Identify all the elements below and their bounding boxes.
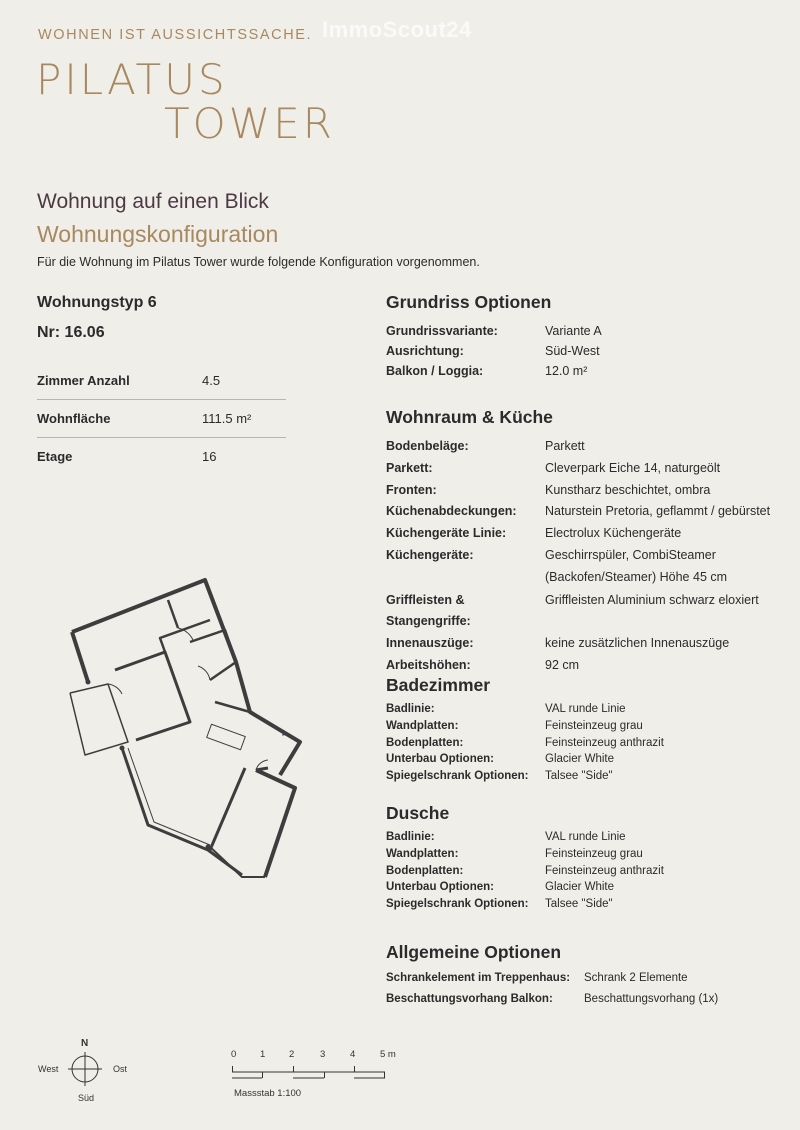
option-row: [386, 701, 786, 718]
section-title: Grundriss Optionen: [386, 292, 552, 312]
option-value: Glacier White: [545, 753, 615, 766]
option-row: [386, 735, 786, 752]
scale-bar: [226, 1046, 406, 1106]
section-title: Badezimmer: [386, 675, 491, 695]
intro-text: Für die Wohnung im Pilatus Tower wurde folgende Konfiguration vorgenommen.: [37, 255, 480, 269]
option-label: Schrankelement im Treppenhaus:: [386, 972, 571, 984]
option-value: VAL runde Linie: [545, 703, 626, 715]
option-value: Variante A: [545, 324, 602, 338]
option-value: Electrolux Küchengeräte: [545, 526, 682, 541]
option-label: Badlinie:: [386, 703, 435, 715]
fact-value: 4.5: [202, 373, 221, 388]
option-value: Schrank 2 Elemente: [584, 972, 688, 984]
option-row: [386, 846, 786, 863]
option-value: Cleverpark Eiche 14, naturgeölt: [545, 460, 721, 475]
option-row: [386, 768, 786, 785]
option-label: Küchengeräte:: [386, 547, 474, 562]
option-label: Bodenbeläge:: [386, 439, 469, 453]
option-value-line-1: Geschirrspüler, CombiSteamer: [545, 547, 716, 562]
option-label: Unterbau Optionen:: [386, 753, 494, 766]
floor-plan: [60, 570, 320, 890]
option-label: Küchengeräte Linie:: [386, 526, 507, 541]
option-row: [386, 633, 786, 655]
scale-tick-label: 2: [289, 1049, 295, 1060]
option-label: Innenauszüge:: [386, 636, 474, 651]
option-value: Feinsteinzeug grau: [545, 847, 643, 860]
fact-value: 111.5 m²: [202, 411, 252, 426]
option-value: Talsee "Side": [545, 770, 613, 783]
fact-label: Zimmer Anzahl: [37, 373, 130, 388]
option-value: Feinsteinzeug anthrazit: [545, 736, 664, 749]
option-value: Talsee "Side": [545, 898, 613, 911]
option-row: [386, 590, 786, 634]
option-label: Grundrissvariante:: [386, 324, 498, 338]
scale-tick-label: 3: [320, 1049, 326, 1060]
option-row: [386, 436, 786, 458]
option-label: Balkon / Loggia:: [386, 364, 484, 378]
option-label: Fronten:: [386, 482, 437, 497]
option-row: [386, 879, 786, 896]
option-value: VAL runde Linie: [545, 831, 626, 843]
section-badezimmer: [386, 675, 786, 785]
option-row: [386, 501, 786, 523]
option-row: [386, 361, 786, 381]
watermark: ImmoScout24: [322, 17, 472, 42]
scale-tick-label: 5 m: [380, 1049, 396, 1060]
option-row: [386, 968, 786, 989]
option-label: Ausrichtung:: [386, 344, 464, 358]
option-value: Beschattungsvorhang (1x): [584, 993, 719, 1005]
option-row: [386, 989, 786, 1010]
compass-north-label: N: [81, 1038, 89, 1049]
fact-row: [37, 400, 286, 438]
option-row: [386, 545, 786, 589]
scale-tick-label: 0: [231, 1049, 237, 1060]
option-value-line-2: (Backofen/Steamer) Höhe 45 cm: [545, 569, 728, 584]
apartment-type: Wohnungstyp 6: [37, 294, 157, 311]
option-label: Bodenplatten:: [386, 736, 464, 749]
option-row: [386, 718, 786, 735]
pilatus-tower-logo: [36, 55, 335, 148]
option-label: Küchenabdeckungen:: [386, 504, 517, 519]
logo-line-2: TOWER: [164, 99, 335, 148]
section-title: Allgemeine Optionen: [386, 942, 562, 962]
option-row: [386, 523, 786, 545]
option-value: Feinsteinzeug anthrazit: [545, 864, 664, 877]
option-label: Wandplatten:: [386, 847, 459, 860]
apartment-facts: [37, 362, 286, 475]
option-label: Unterbau Optionen:: [386, 881, 494, 894]
option-value: [545, 545, 786, 589]
section-grundriss: [386, 292, 786, 381]
apartment-number: Nr: 16.06: [37, 324, 105, 341]
section-title: Dusche: [386, 803, 450, 823]
option-label: Parkett:: [386, 460, 433, 475]
scale-tick-label: 4: [350, 1049, 356, 1060]
option-row: [386, 655, 786, 677]
logo-line-1: PILATUS: [36, 55, 228, 104]
fact-row: [37, 362, 286, 400]
option-label: Wandplatten:: [386, 719, 459, 732]
scale-label: Massstab 1:100: [234, 1088, 302, 1099]
option-label: Spiegelschrank Optionen:: [386, 770, 529, 783]
option-value: Kunstharz beschichtet, ombra: [545, 482, 711, 497]
compass-rose-icon: [68, 1052, 102, 1086]
fact-label: Wohnfläche: [37, 411, 111, 426]
compass-south-label: Süd: [78, 1093, 95, 1103]
tagline: WOHNEN IST AUSSICHTSSACHE.: [38, 27, 313, 43]
section-title: Wohnraum & Küche: [386, 407, 553, 427]
option-value: Parkett: [545, 439, 585, 453]
option-label: Spiegelschrank Optionen:: [386, 898, 529, 911]
fact-row: [37, 438, 286, 475]
section-dusche: [386, 803, 786, 913]
page-title: Wohnung auf einen Blick: [37, 190, 269, 213]
section-wohnraum: [386, 407, 786, 677]
fact-value: 16: [202, 449, 217, 464]
option-value: 12.0 m²: [545, 364, 588, 378]
option-row: [386, 458, 786, 480]
option-label: Bodenplatten:: [386, 864, 464, 877]
compass-east-label: Ost: [113, 1064, 128, 1074]
scale-tick-label: 1: [260, 1049, 266, 1060]
option-label: Badlinie:: [386, 831, 435, 843]
option-row: [386, 321, 786, 341]
option-label: Beschattungsvorhang Balkon:: [386, 993, 553, 1005]
compass: [40, 1035, 150, 1105]
fact-label: Etage: [37, 449, 73, 464]
option-value: 92 cm: [545, 657, 580, 672]
option-value: Naturstein Pretoria, geflammt / gebürstet: [545, 504, 771, 519]
section-allgemein: [386, 942, 786, 1010]
option-value: Griffleisten Aluminium schwarz eloxiert: [545, 592, 759, 607]
option-row: [386, 751, 786, 768]
option-label: Arbeitshöhen:: [386, 657, 471, 672]
compass-west-label: West: [38, 1064, 59, 1074]
option-value: Glacier White: [545, 881, 615, 894]
option-row: [386, 829, 786, 846]
option-row: [386, 896, 786, 913]
option-value: Feinsteinzeug grau: [545, 719, 643, 732]
option-value: Süd-West: [545, 344, 600, 358]
option-row: [386, 341, 786, 361]
page-subtitle: Wohnungskonfiguration: [37, 221, 279, 247]
option-value: keine zusätzlichen Innenauszüge: [545, 636, 730, 651]
option-row: [386, 480, 786, 502]
scale-ruler: [232, 1064, 388, 1080]
option-label: Griffleisten & Stangengriffe:: [386, 592, 471, 629]
option-row: [386, 863, 786, 880]
